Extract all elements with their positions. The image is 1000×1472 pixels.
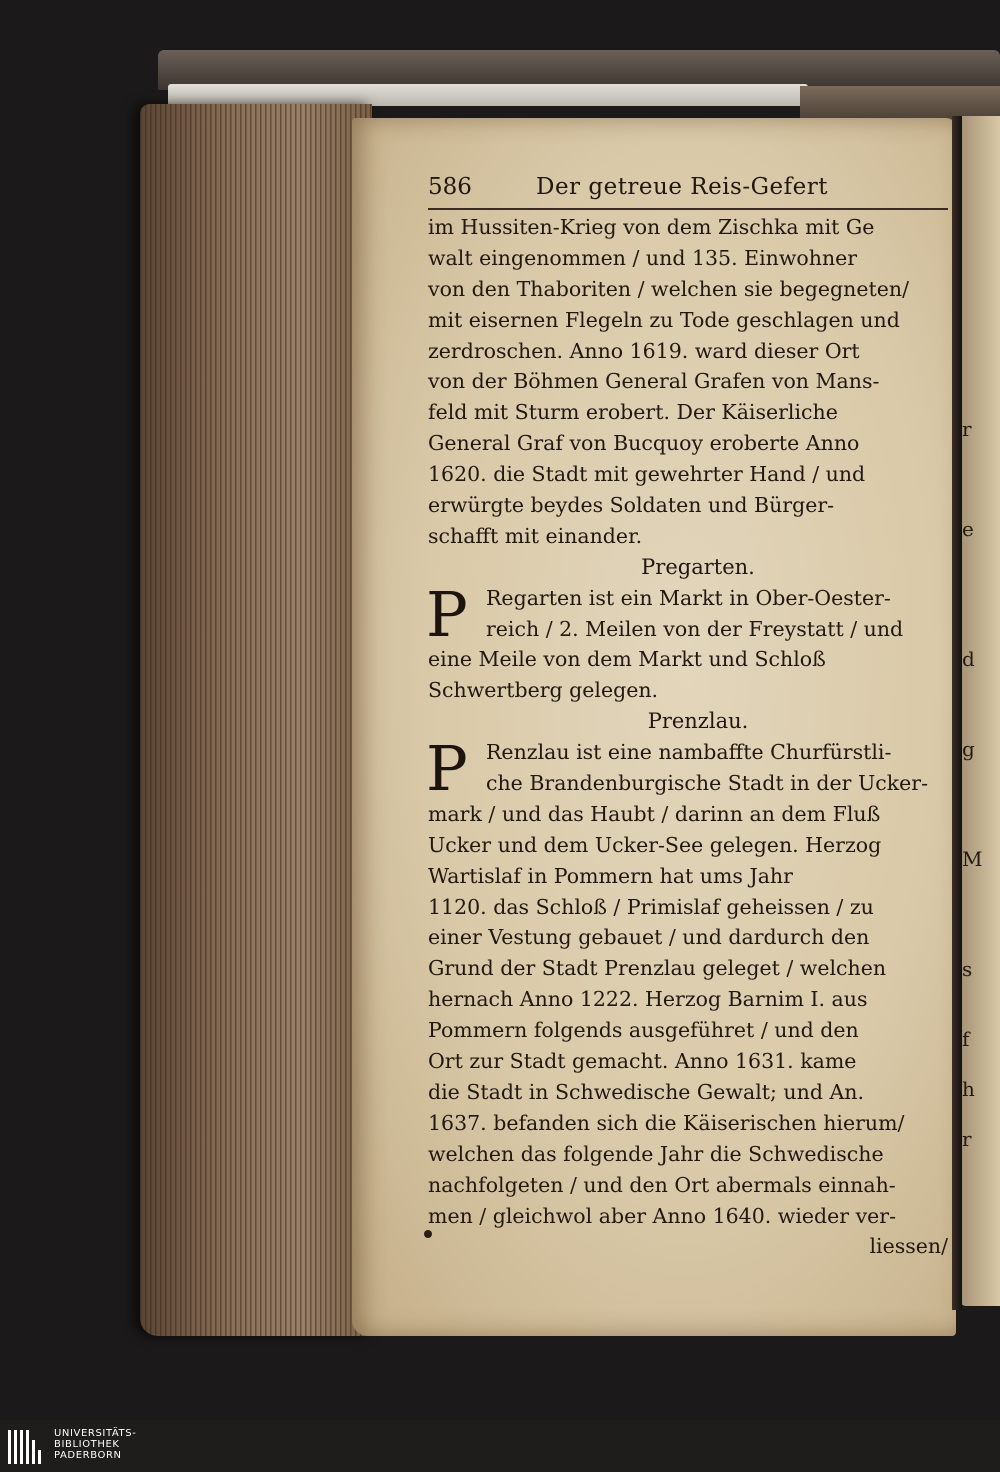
ink-dot [424, 1230, 432, 1238]
library-logo-icon [8, 1430, 48, 1464]
section-heading-pregarten: Pregarten. [641, 554, 755, 579]
text-line: General Graf von Bucquoy eroberte Anno [428, 431, 860, 456]
text-line: die Stadt in Schwedische Gewalt; und An. [428, 1079, 864, 1104]
text-line: erwürgte beydes Soldaten und Bürger- [428, 493, 835, 518]
facing-page-fragment: h [962, 1077, 975, 1101]
facing-page-edge [960, 116, 1000, 1306]
drop-initial: P [426, 732, 468, 806]
library-name-line1: UNIVERSITÄTS- [54, 1428, 137, 1439]
text-line: Regarten ist ein Markt in Ober-Oester- [486, 585, 891, 610]
facing-page-fragment: s [962, 957, 973, 981]
text-line: Ort zur Stadt gemacht. Anno 1631. kame [428, 1049, 857, 1074]
text-line: 1620. die Stadt mit gewehrter Hand / und [428, 462, 866, 487]
facing-page-fragment: r [962, 417, 972, 441]
text-line: zerdroschen. Anno 1619. ward dieser Ort [428, 338, 860, 363]
text-line: mit eisernen Flegeln zu Tode geschlagen und [428, 307, 900, 332]
library-footer [0, 1420, 1000, 1472]
text-line: 1120. das Schloß / Primislaf geheissen / zu [428, 894, 874, 919]
text-line: Wartislaf in Pommern hat ums Jahr [428, 863, 793, 888]
facing-page-fragment: d [962, 647, 975, 671]
section-pregarten [426, 577, 948, 707]
text-line: liessen/ [869, 1234, 948, 1259]
running-head [428, 172, 948, 210]
library-name-line3: PADERBORN [54, 1450, 122, 1461]
facing-page-fragment: f [962, 1027, 970, 1051]
facing-page-fragment: g [962, 737, 975, 761]
section-prenzlau [426, 732, 948, 1262]
text-line: schafft mit einander. [428, 523, 643, 548]
page-gutter [952, 116, 962, 1310]
running-title: Der getreue Reis-Gefert [536, 174, 828, 200]
text-line: men / gleichwol aber Anno 1640. wieder ver- [428, 1203, 897, 1228]
page-text [428, 172, 948, 1262]
text-line: hernach Anno 1222. Herzog Barnim I. aus [428, 987, 868, 1012]
text-line: welchen das folgende Jahr die Schwedische [428, 1141, 884, 1166]
text-line: von den Thaboriten / welchen sie begegneten/ [428, 276, 909, 301]
library-logo-text [54, 1428, 136, 1461]
text-line: mark / und das Haubt / darinn an dem Fluß [428, 801, 881, 826]
library-name-line2: BIBLIOTHEK [54, 1439, 120, 1450]
text-line: walt eingenommen / und 135. Einwohner [428, 245, 858, 270]
text-line: Schwertberg gelegen. [428, 678, 659, 703]
text-line: Renzlau ist eine nambaffte Churfürstli- [486, 740, 892, 765]
text-line: Ucker und dem Ucker-See gelegen. Herzog [428, 832, 882, 857]
text-line: im Hussiten-Krieg von dem Zischka mit Ge [428, 215, 875, 239]
page-block-edges [140, 104, 372, 1336]
text-line: reich / 2. Meilen von der Freystatt / und [486, 616, 904, 641]
page-number: 586 [428, 174, 472, 200]
text-line: von der Böhmen General Grafen von Mans- [428, 369, 880, 394]
drop-initial: P [426, 577, 468, 651]
facing-page-fragment: M [962, 847, 983, 871]
text-line: feld mit Sturm erobert. Der Käiserliche [428, 400, 838, 425]
section-heading-prenzlau: Prenzlau. [647, 709, 749, 734]
text-line: einer Vestung gebauet / und dardurch den [428, 925, 870, 950]
text-line: 1637. befanden sich die Käiserischen hierum/ [428, 1110, 905, 1135]
text-line: Pommern folgends ausgeführet / und den [428, 1018, 859, 1043]
text-line: Grund der Stadt Prenzlau geleget / welchen [428, 956, 887, 981]
text-line: eine Meile von dem Markt und Schloß [428, 647, 826, 672]
book-cover-label-strip [168, 84, 808, 106]
facing-page-fragment: e [962, 517, 974, 541]
text-line: che Brandenburgische Stadt in der Ucker- [486, 771, 929, 796]
text-line: nachfolgeten / und den Ort abermals einnah- [428, 1172, 896, 1197]
facing-page-fragment: r [962, 1127, 972, 1151]
